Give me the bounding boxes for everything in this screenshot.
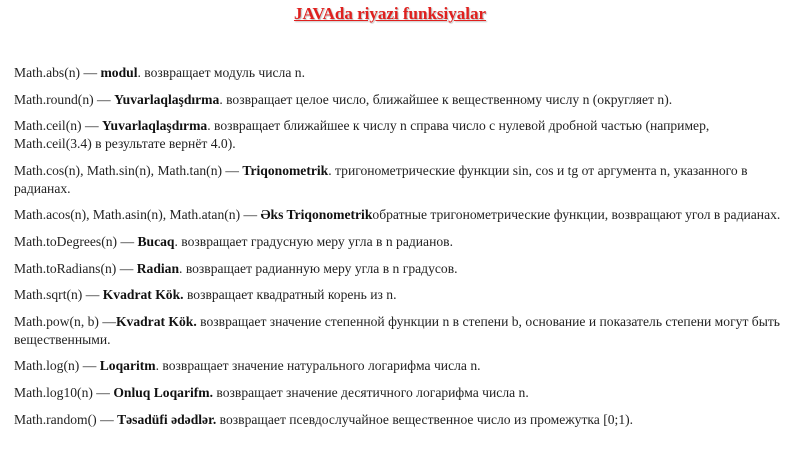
list-item-ceil <box>14 117 789 153</box>
function-signature: Math.log10(n) — <box>14 384 114 400</box>
list-item-trig <box>14 162 789 198</box>
function-signature: Math.sqrt(n) — <box>14 287 103 303</box>
list-item-sqrt <box>14 286 789 304</box>
list-item-pow <box>14 313 789 349</box>
list-item-todegrees <box>14 233 789 251</box>
function-description: . возвращает градусную меру угла в n радианов. <box>174 233 453 249</box>
function-signature: Math.toRadians(n) — <box>14 260 137 276</box>
function-term: Yuvarlaqlaşdırma <box>114 91 220 107</box>
function-term: Onluq Loqarifm. <box>113 384 214 400</box>
function-description: обратные тригонометрические функции, возвращают угол в радианах. <box>372 207 781 223</box>
function-description: возвращает значение степенной функции n в степени b, основание и показатель степени могут быть вещественными. <box>14 313 780 347</box>
function-term: Radian <box>136 260 180 276</box>
function-signature: Math.round(n) — <box>14 91 115 107</box>
function-term: Təsadüfi ədədlər. <box>117 411 217 427</box>
list-item-inverse-trig <box>14 206 789 224</box>
function-term: modul <box>100 65 138 80</box>
function-term: Kvadrat Kök. <box>102 287 184 303</box>
list-item-toradians <box>14 260 789 278</box>
function-signature: Math.log(n) — <box>14 358 100 374</box>
function-signature: Math.acos(n), Math.asin(n), Math.atan(n) — <box>14 207 261 223</box>
function-description: . тригонометрические функции sin, cos и tg от аргумента n, указанного в радианах. <box>14 162 748 196</box>
function-term: Yuvarlaqlaşdırma <box>101 118 208 134</box>
function-description: . возвращает модуль числа n. <box>137 65 305 80</box>
function-signature: Math.cos(n), Math.sin(n), Math.tan(n) — <box>14 162 243 178</box>
function-term: Triqonometrik <box>242 162 329 178</box>
function-description: возвращает псевдослучайное вещественное число из промежутка [0;1). <box>216 411 634 427</box>
list-item-log10 <box>14 384 789 402</box>
function-description: . возвращает радианную меру угла в n градусов. <box>179 260 458 276</box>
list-item-random <box>14 411 789 429</box>
function-signature: Math.pow(n, b) — <box>14 313 116 329</box>
list-item-round <box>14 91 789 109</box>
function-signature: Math.toDegrees(n) — <box>14 233 138 249</box>
function-description: . возвращает значение натурального логарифма числа n. <box>155 358 481 374</box>
function-term: Bucaq <box>137 233 175 249</box>
function-signature: Math.abs(n) — <box>14 65 101 80</box>
function-term: Loqaritm <box>99 358 156 374</box>
function-description: . возвращает ближайшее к числу n справа число с нулевой дробной частью (например, Math.ceil(3.4) в результате вернёт 4.0). <box>14 118 710 152</box>
function-description: возвращает квадратный корень из n. <box>183 287 397 303</box>
function-list <box>14 64 789 437</box>
function-term: Əks Triqonometrik <box>260 207 373 223</box>
function-term: Kvadrat Kök. <box>115 313 197 329</box>
function-signature: Math.ceil(n) — <box>14 118 102 134</box>
function-signature: Math.random() — <box>14 411 118 427</box>
list-item-abs <box>14 64 789 82</box>
function-description: . возвращает целое число, ближайшее к вещественному числу n (округляет n). <box>219 91 673 107</box>
page-title: JAVAda riyazi funksiyalar <box>293 4 487 23</box>
function-description: возвращает значение десятичного логарифма числа n. <box>213 384 529 400</box>
list-item-log <box>14 357 789 375</box>
